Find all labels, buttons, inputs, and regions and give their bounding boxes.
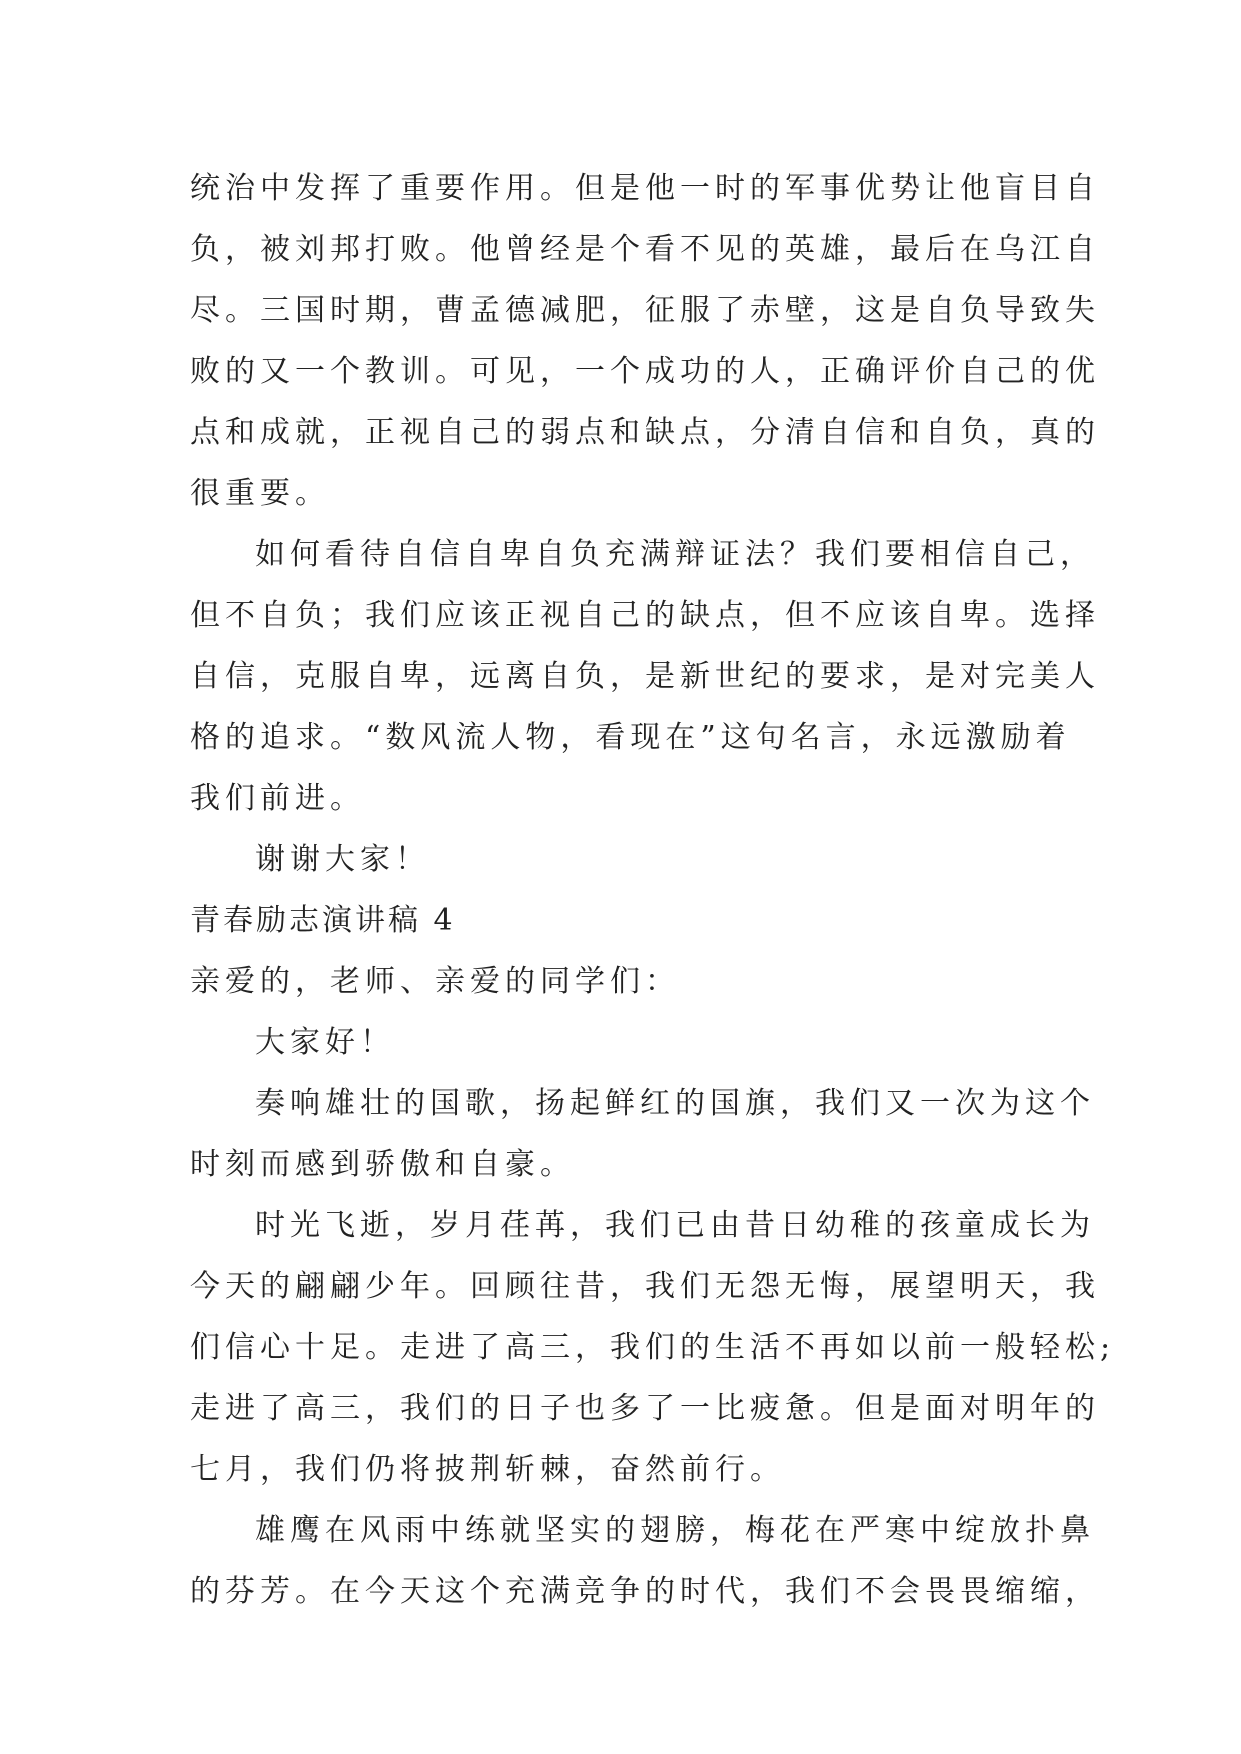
- text-line: 我们前进。: [190, 781, 365, 816]
- text-line: 自信，克服自卑，远离自负，是新世纪的要求，是对完美人: [190, 659, 1100, 694]
- text-line: 时刻而感到骄傲和自豪。: [190, 1147, 575, 1182]
- text-line: 谢谢大家！: [255, 842, 430, 877]
- text-line: 们信心十足。走进了高三，我们的生活不再如以前一般轻松;: [190, 1330, 1116, 1365]
- text-line: 负，被刘邦打败。他曾经是个看不见的英雄，最后在乌江自: [190, 232, 1100, 267]
- text-line: 的芬芳。在今天这个充满竞争的时代，我们不会畏畏缩缩，: [190, 1574, 1100, 1609]
- text-line: 很重要。: [190, 476, 330, 511]
- text-line: 时光飞逝，岁月荏苒，我们已由昔日幼稚的孩童成长为: [255, 1208, 1095, 1243]
- section-heading: 青春励志演讲稿 4: [190, 903, 456, 938]
- text-line: 如何看待自信自卑自负充满辩证法？我们要相信自己，: [255, 537, 1095, 572]
- text-line: 大家好！: [255, 1025, 395, 1060]
- text-line: 雄鹰在风雨中练就坚实的翅膀，梅花在严寒中绽放扑鼻: [255, 1513, 1095, 1548]
- text-line: 统治中发挥了重要作用。但是他一时的军事优势让他盲目自: [190, 171, 1100, 206]
- text-line: 奏响雄壮的国歌，扬起鲜红的国旗，我们又一次为这个: [255, 1086, 1095, 1121]
- text-line: 败的又一个教训。可见，一个成功的人，正确评价自己的优: [190, 354, 1100, 389]
- text-line: 格的追求。“数风流人物，看现在”这句名言，永远激励着: [190, 720, 1071, 755]
- text-line: 今天的翩翩少年。回顾往昔，我们无怨无悔，展望明天，我: [190, 1269, 1100, 1304]
- text-line: 点和成就，正视自己的弱点和缺点，分清自信和自负，真的: [190, 415, 1100, 450]
- text-line: 七月，我们仍将披荆斩棘，奋然前行。: [190, 1452, 785, 1487]
- document-body: [190, 158, 1116, 1622]
- text-line: 亲爱的，老师、亲爱的同学们：: [190, 964, 680, 999]
- text-line: 但不自负；我们应该正视自己的缺点，但不应该自卑。选择: [190, 598, 1100, 633]
- text-line: 走进了高三，我们的日子也多了一比疲惫。但是面对明年的: [190, 1391, 1100, 1426]
- text-line: 尽。三国时期，曹孟德减肥，征服了赤壁，这是自负导致失: [190, 293, 1100, 328]
